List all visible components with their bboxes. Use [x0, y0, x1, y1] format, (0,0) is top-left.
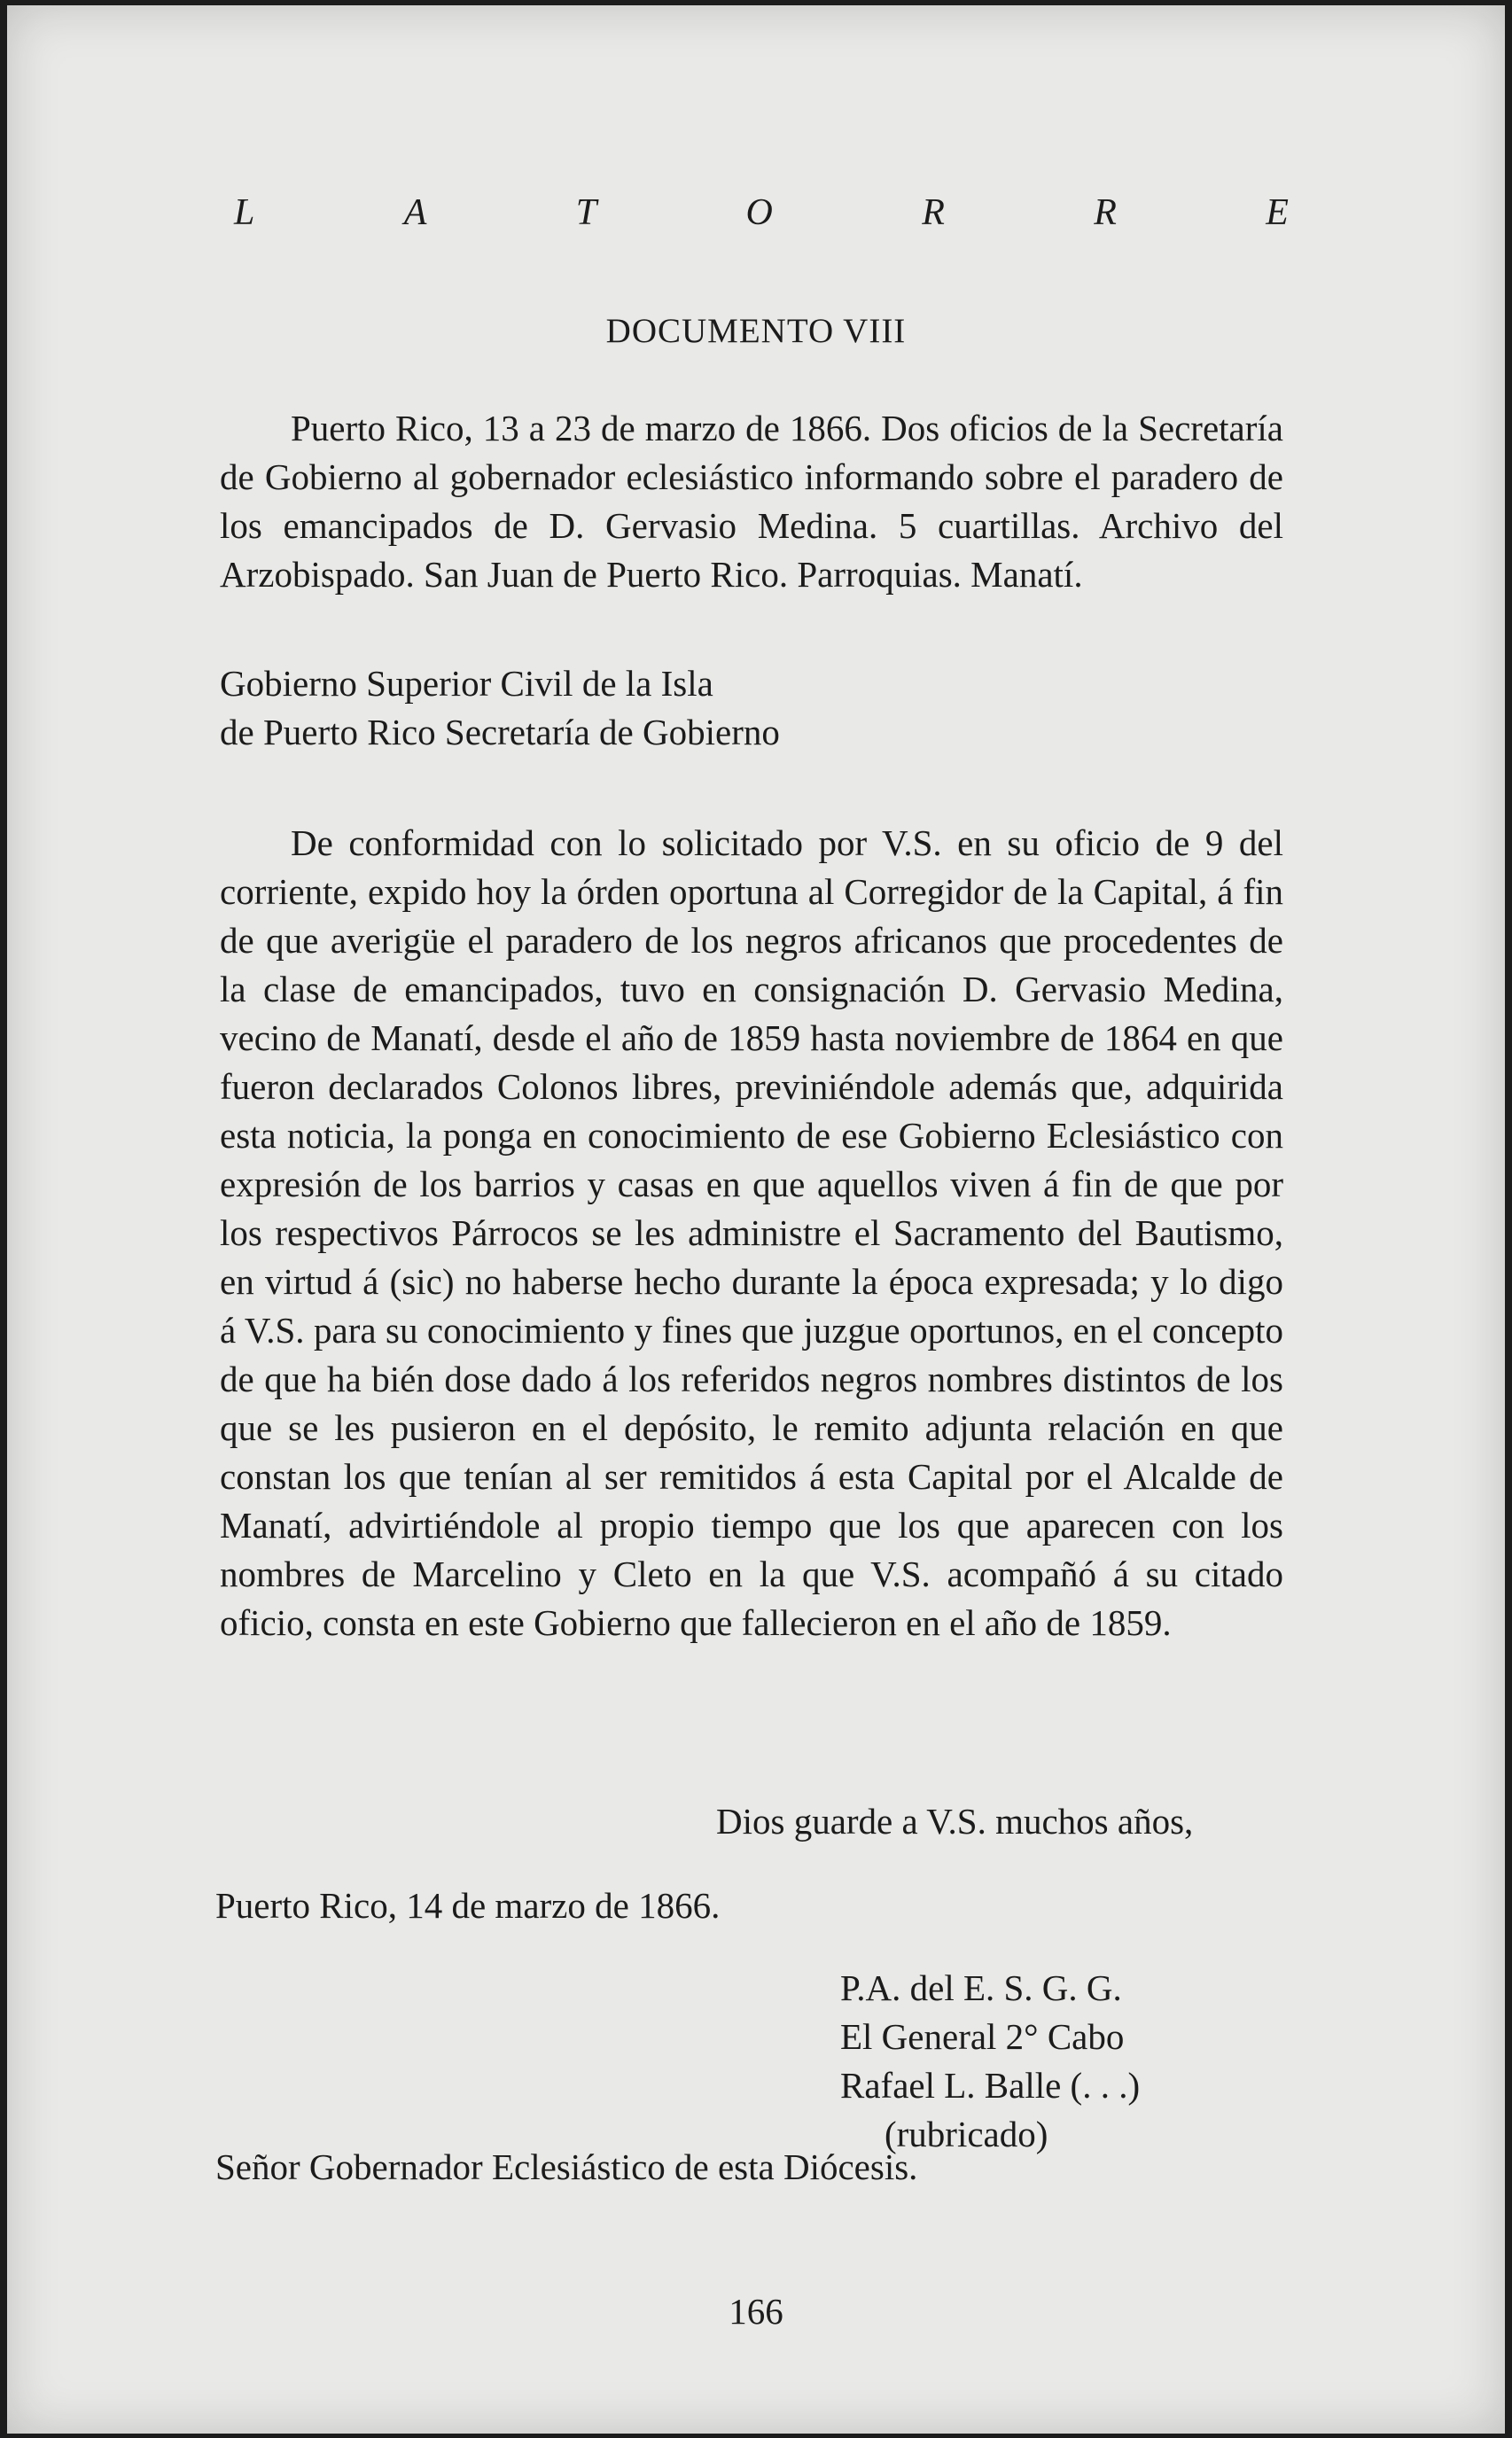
document-summary: Puerto Rico, 13 a 23 de marzo de 1866. Dos oficios de la Secretaría de Gobierno al gobernador eclesiástico informando sobre el paradero de los emancipados de D. Gervasio Medina. 5 cuartillas. Archivo del Arzobispado. San Juan de Puerto Rico. Parroquias. Manatí. [220, 408, 1283, 595]
running-head-letter: R [1094, 192, 1117, 233]
signature-line: El General 2° Cabo [840, 2016, 1125, 2057]
running-head-letter: A [403, 192, 427, 233]
running-head-letter: O [745, 192, 773, 233]
letter-body: De conformidad con lo solicitado por V.S. en su oficio de 9 del corriente, expido hoy la órden oportuna al Corregidor de la Capital, á fin de que averigüe el paradero de los negros africanos que procedentes de la clase de emancipados, tuvo en consignación D. Gervasio Medina, vecino de Manatí, desde el año de 1859 hasta noviembre de 1864 en que fueron declarados Colonos libres, previniéndole además que, adquirida esta noticia, la ponga en conocimiento de ese Gobierno Eclesiástico con expresión de los barrios y casas en que aquellos viven á fin de que por los respectivos Párrocos se les administre el Sacramento del Bautismo, en virtud á (sic) no haberse hecho durante la época expresada; y lo digo á V.S. para su conocimiento y fines que juzgue oportunos, en el concepto de que ha bién dose dado á los referidos negros nombres distintos de los que se les pusieron en el depósito, le remito adjunta relación en que constan los que tenían al ser remitidos á esta Capital por el Alcalde de Manatí, advirtiéndole al propio tiempo que los que aparecen con los nombres de Marcelino y Cleto en la que V.S. acompañó á su citado oficio, consta en este Gobierno que fallecieron en el año de 1859. [220, 822, 1283, 1643]
signature-line: P.A. del E. S. G. G. [840, 1967, 1122, 2008]
issuing-office-line: Gobierno Superior Civil de la Isla [220, 663, 713, 704]
running-head-letter: T [575, 192, 597, 233]
document-title: DOCUMENTO VIII [605, 312, 907, 350]
signature-block [840, 1964, 1140, 2159]
running-head-letter: R [922, 192, 945, 233]
issuing-office-line: de Puerto Rico Secretaría de Gobierno [220, 712, 780, 752]
running-head-letter: E [1266, 192, 1289, 233]
running-head [234, 191, 1289, 234]
signature-line: Rafael L. Balle (. . .) [840, 2065, 1141, 2106]
place-date: Puerto Rico, 14 de marzo de 1866. [215, 1885, 721, 1926]
signature-rubric: (rubricado) [885, 2114, 1048, 2154]
addressee: Señor Gobernador Eclesiástico de esta Diócesis. [215, 2146, 918, 2187]
issuing-office [220, 659, 1283, 757]
page-number: 166 [729, 2291, 783, 2332]
running-head-letter: L [234, 192, 255, 233]
closing-salutation: Dios guarde a V.S. muchos años, [716, 1801, 1194, 1842]
document-page [7, 5, 1505, 2434]
